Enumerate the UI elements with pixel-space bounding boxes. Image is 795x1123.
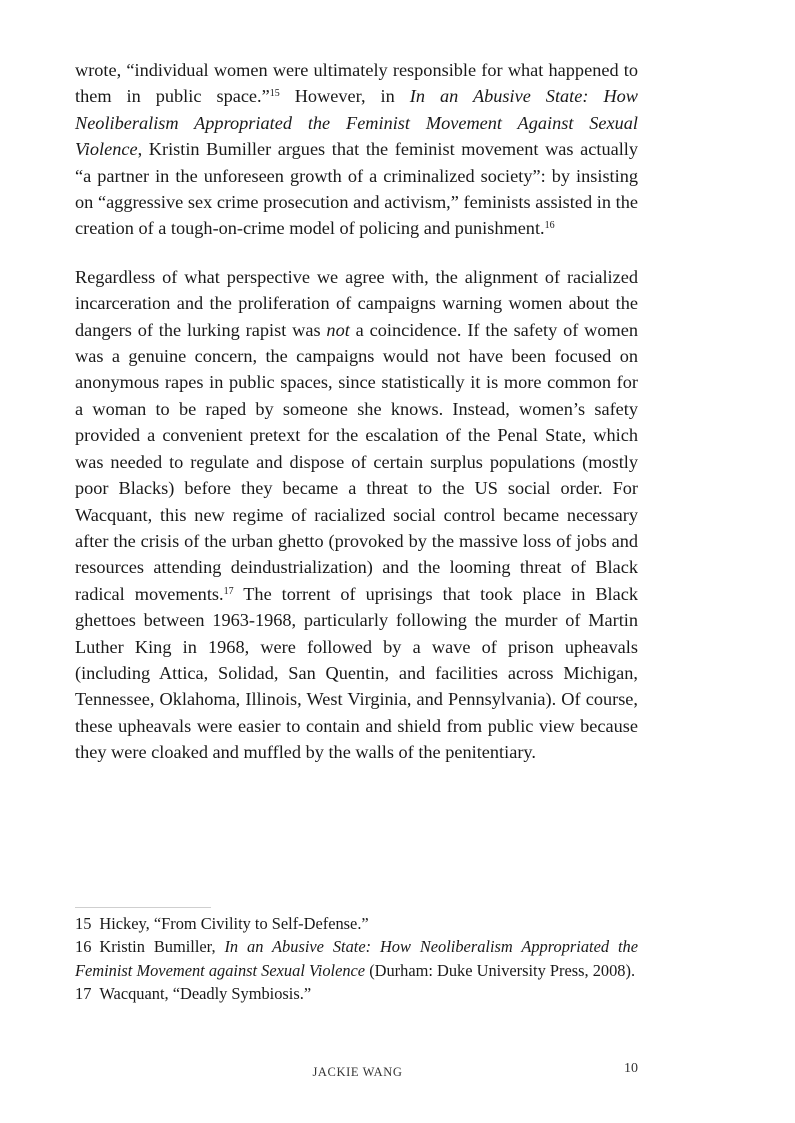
footnote-text: Kristin Bumiller,: [99, 937, 225, 957]
main-text: [75, 57, 638, 766]
paragraph-1-text-2: However, in: [279, 86, 410, 107]
footnote-text: Hickey, “From Civility to Self-Defense.”: [99, 914, 369, 933]
page-number: 10: [624, 1061, 638, 1076]
footnote-number: 16: [75, 937, 92, 957]
footnote-number: 15: [75, 914, 92, 933]
book-title-italic: In an Abusive State: How Neoliberalism Appropriated the Feminist Movement Against Sexual Violence: [75, 86, 638, 160]
footnote-text: (Durham: Duke University Press, 2008).: [365, 960, 636, 980]
footnote-16: [75, 935, 638, 982]
running-footer-author: JACKIE WANG: [312, 1065, 403, 1079]
paragraph-1: [75, 57, 638, 242]
footnote-book-title: In an Abusive State: How Neoliberalism Appropriated the Feminist Movement against Sexual Violence: [75, 937, 638, 980]
paragraph-1-text-1: wrote, “individual women were ultimately responsible for what happened to them in public space.”: [75, 60, 638, 107]
paragraph-2-text-1: Regardless of what perspective we agree with, the alignment of racialized incarceration and the proliferation of campaigns warning women about the dangers of the lurking rapist was: [75, 266, 638, 340]
paragraph-2-text-2: a coincidence. If the safety of women was a genuine concern, the campaigns would not have been focused on anonymous rapes in public spaces, since statistically it is more common for a woman to be raped by someone she knows. Instead, women’s safety provided a convenient pretext for the escalation of the Penal State, which was needed to regulate and dispose of certain surplus populations (mostly poor Blacks) before they became a threat to the US social order. For Wacquant, this new regime of racialized social control became necessary after the crisis of the urban ghetto (provoked by the massive loss of jobs and resources attending deindustrialization) and the looming threat of Black radical movements.: [75, 319, 638, 604]
footnote-number: 17: [75, 984, 92, 1004]
footnote-ref-15: 15: [269, 88, 280, 100]
footnote-text: Wacquant, “Deadly Symbiosis.”: [99, 984, 312, 1004]
emphasis-not: not: [326, 319, 350, 340]
footnote-17: [75, 982, 638, 1005]
paragraph-2: [75, 264, 638, 766]
footnote-separator: [75, 907, 211, 908]
footnote-15: [75, 912, 638, 935]
footnote-ref-17: 17: [223, 585, 234, 597]
paragraph-1-text-3: , Kristin Bumiller argues that the feminist movement was actually “a partner in the unforeseen growth of a criminalized society”: by insisting on “aggressive sex crime prosecution and activism,” feminists assisted in the creation of a tough-on-crime model of policing and punishment.: [75, 139, 638, 239]
footnote-ref-16: 16: [544, 220, 555, 232]
paragraph-2-text-3: The torrent of uprisings that took place in Black ghettoes between 1963-1968, particularly following the murder of Martin Luther King in 1968, were followed by a wave of prison upheavals (including Attica, Solidad, San Quentin, and facilities across Michigan, Tennessee, Oklahoma, Illinois, West Virginia, and Pennsylvania). Of course, these upheavals were easier to contain and shield from public view because they were cloaked and muffled by the walls of the penitentiary.: [75, 583, 639, 763]
footnotes: [75, 912, 638, 1006]
